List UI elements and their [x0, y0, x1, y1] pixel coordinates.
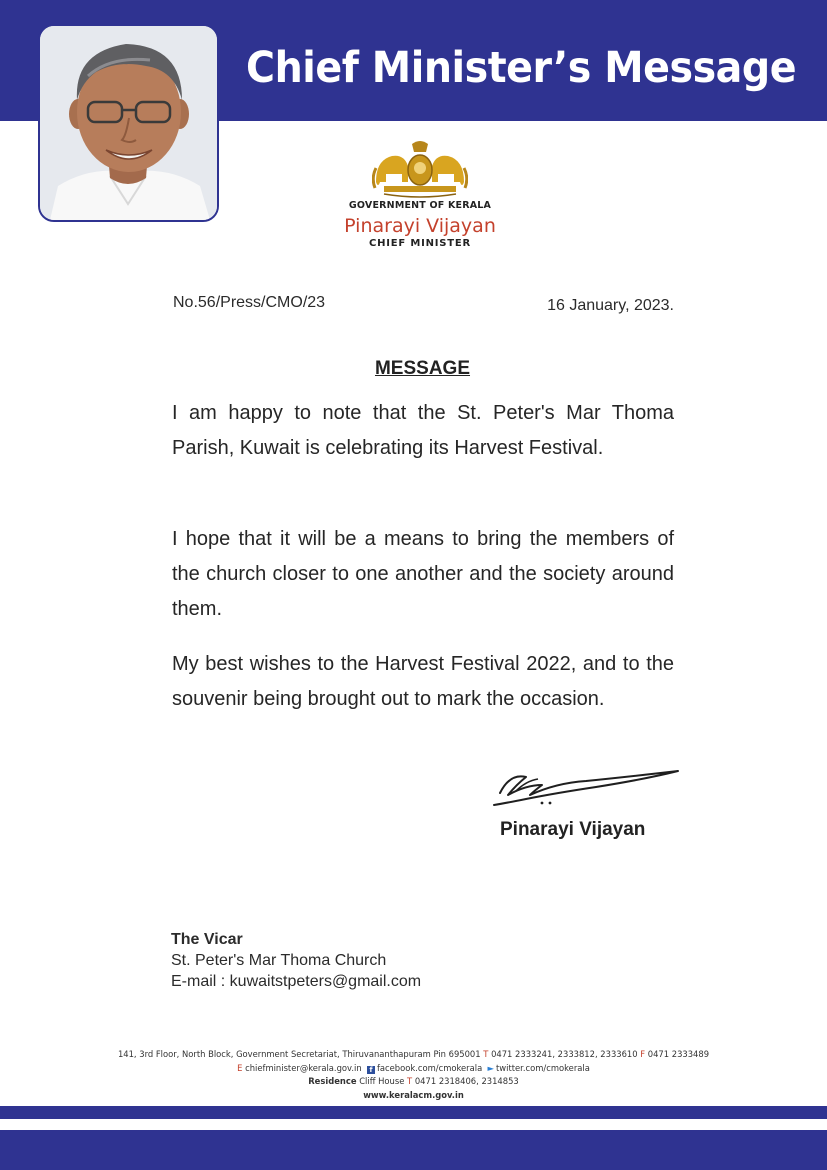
footer-residence: Cliff House — [359, 1076, 405, 1086]
phone-label: T — [483, 1049, 489, 1059]
residence-label: Residence — [308, 1076, 357, 1086]
handwritten-signature — [486, 763, 686, 811]
letterhead-role: CHIEF MINISTER — [368, 238, 472, 249]
recipient-title: The Vicar — [171, 931, 243, 948]
letterhead-name: Pinarayi Vijayan — [344, 215, 496, 237]
message-paragraph: I hope that it will be a means to bring the members of the church closer to one another and the society around them. — [172, 528, 674, 620]
footer-address: 141, 3rd Floor, North Block, Government Secretariat, Thiruvananthapuram Pin 695001 — [117, 1049, 481, 1059]
footer-residence-phone: 0471 2318406, 2314853 — [414, 1076, 519, 1086]
fax-label: F — [640, 1049, 646, 1059]
email-label: E — [237, 1062, 243, 1073]
government-line: GOVERNMENT OF KERALA — [348, 200, 492, 211]
portrait-photo — [38, 24, 219, 222]
kerala-emblem — [372, 138, 468, 198]
footer-stripe — [0, 1106, 827, 1119]
twitter-icon: ► — [487, 1062, 494, 1073]
letterhead-footer — [0, 1048, 827, 1102]
signatory-name: Pinarayi Vijayan — [500, 819, 646, 840]
footer-band — [0, 1130, 827, 1170]
facebook-icon: f — [367, 1066, 375, 1074]
page-title: Chief Minister’s Message — [246, 43, 797, 93]
message-heading: MESSAGE — [374, 358, 471, 379]
footer-email: chiefminister@kerala.gov.in — [245, 1062, 362, 1073]
recipient-email: E-mail : kuwaitstpeters@gmail.com — [171, 973, 422, 990]
footer-twitter: twitter.com/cmokerala — [496, 1062, 590, 1073]
letterhead — [300, 138, 540, 249]
footer-facebook: facebook.com/cmokerala — [376, 1062, 483, 1073]
residence-phone-label: T — [407, 1076, 413, 1086]
footer-website: www.keralacm.gov.in — [363, 1089, 464, 1100]
footer-phone: 0471 2333241, 2333812, 2333610 — [491, 1049, 638, 1059]
message-paragraph: I am happy to note that the St. Peter's Mar Thoma Parish, Kuwait is celebrating its Harvest Festival. — [172, 402, 674, 459]
reference-number: No.56/Press/CMO/23 — [173, 294, 326, 311]
footer-fax: 0471 2333489 — [647, 1049, 710, 1059]
message-paragraph: My best wishes to the Harvest Festival 2022, and to the souvenir being brought out to mark the occasion. — [172, 653, 674, 710]
letter-date: 16 January, 2023. — [547, 297, 674, 314]
recipient-organisation: St. Peter's Mar Thoma Church — [171, 952, 387, 969]
recipient-address — [171, 929, 421, 992]
